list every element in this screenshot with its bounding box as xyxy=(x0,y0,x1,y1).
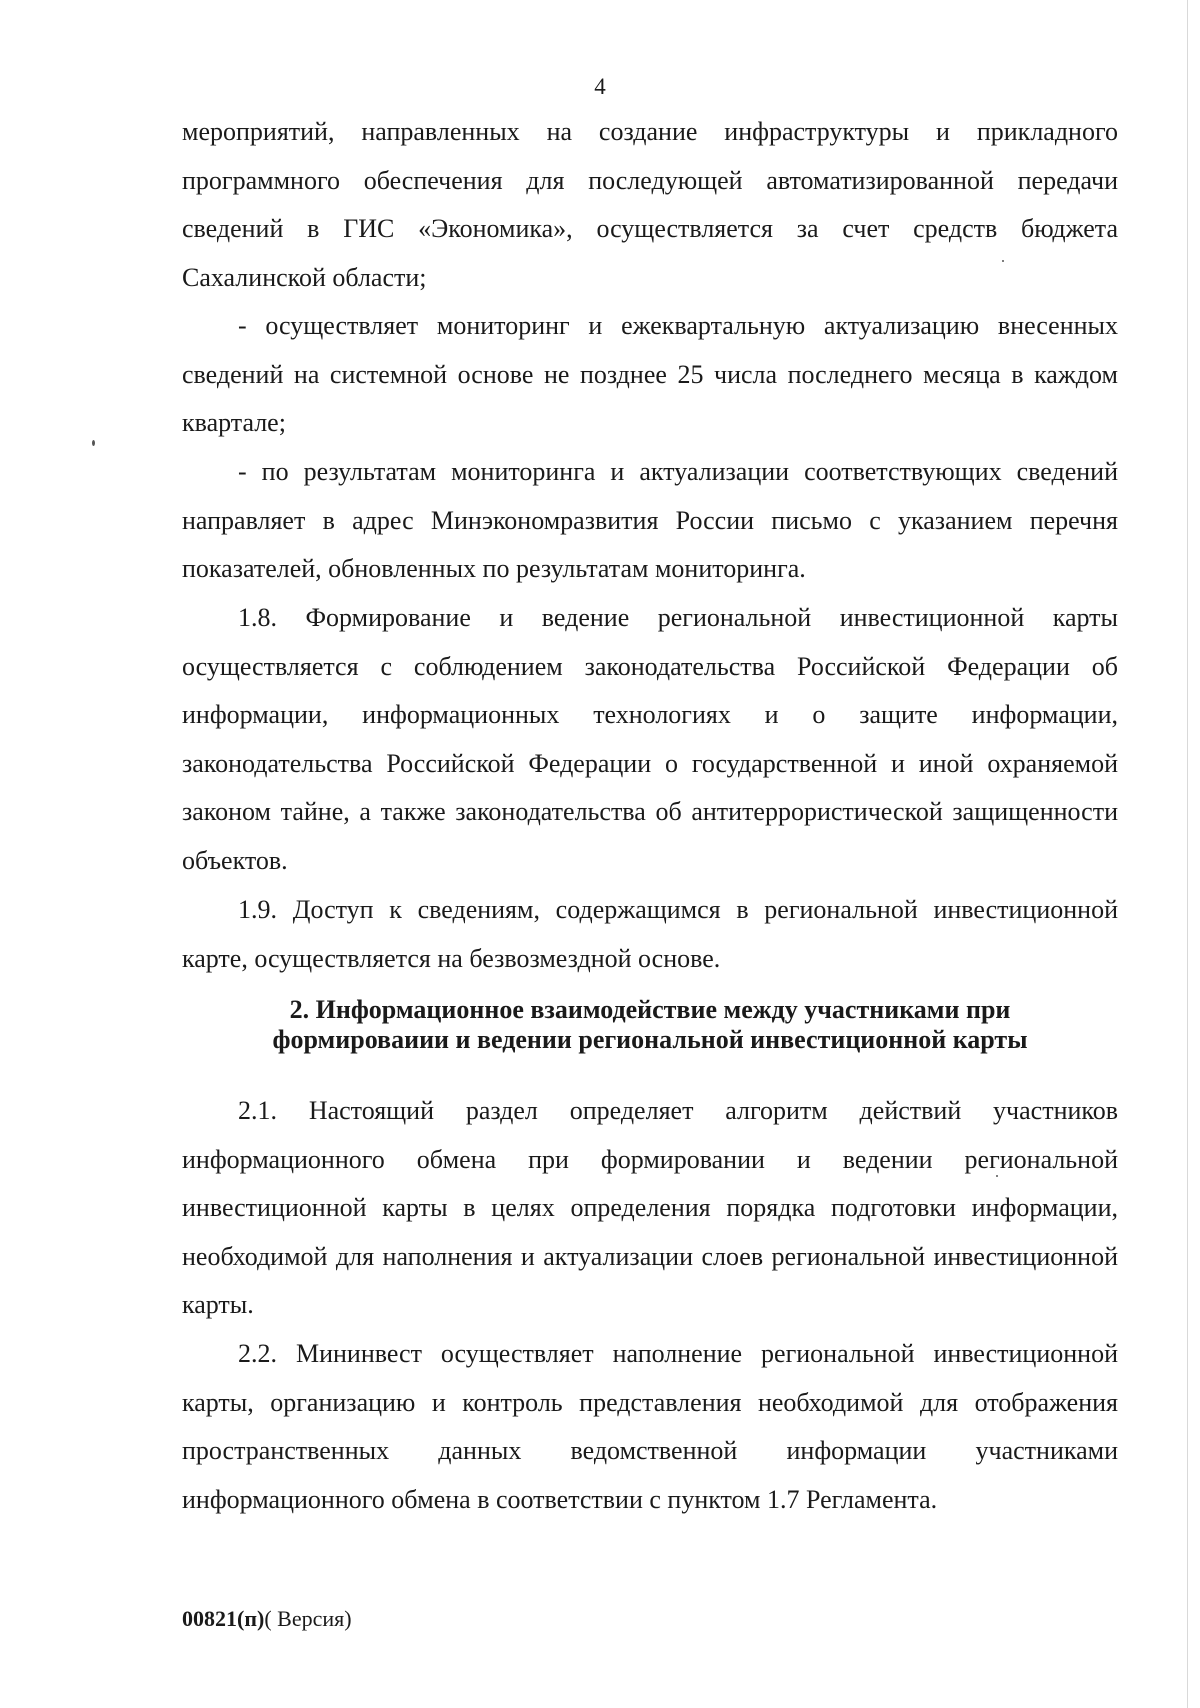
paragraph-results: - по результатам мониторинга и актуализации соответствующих сведений направляет в адрес Минэкономразвития России письмо с указанием перечня показателей, обновленных по результатам мониторинга. xyxy=(182,457,1118,583)
paragraph-monitoring: - осуществляет мониторинг и ежеквартальную актуализацию внесенных сведений на системной основе не позднее 25 числа последнего месяца в каждом квартале; xyxy=(182,311,1118,437)
scan-speck xyxy=(92,440,95,446)
paragraph-2-1: 2.1. Настоящий раздел определяет алгоритм действий участников информационного обмена при формировании и ведении региональной инвестиционной карты в целях определения порядка подготовки информации, необходимой для наполнения и актуализации слоев региональной инвестиционной карты. xyxy=(182,1096,1118,1319)
page-number: 4 xyxy=(594,74,606,99)
paragraph-1-9: 1.9. Доступ к сведениям, содержащимся в региональной инвестиционной карте, осуществляется на безвозмездной основе. xyxy=(182,895,1118,973)
section-heading-line1: 2. Информационное взаимодействие между участниками при xyxy=(289,995,1011,1024)
document-code: 00821(п) xyxy=(182,1606,265,1631)
footer-version xyxy=(182,1606,352,1632)
paragraph-2-2: 2.2. Мининвест осуществляет наполнение региональной инвестиционной карты, организацию и контроль представления необходимой для отображения пространственных данных ведомственной информации участниками информационного обмена в соответствии с пунктом 1.7 Регламента. xyxy=(182,1339,1118,1514)
paragraph-continuation: мероприятий, направленных на создание инфраструктуры и прикладного программного обеспечения для последующей автоматизированной передачи сведений в ГИС «Экономика», осуществляется за счет средств бюджета Сахалинской области; xyxy=(182,117,1118,292)
paragraph-1-8: 1.8. Формирование и ведение региональной инвестиционной карты осуществляется с соблюдением законодательства Российской Федерации об информации, информационных технологиях и о защите информации, законодательства Российской Федерации о государственной и иной охраняемой законом тайне, а также законодательства об антитеррористической защищенности объектов. xyxy=(182,603,1118,875)
document-version: ( Версия) xyxy=(264,1606,352,1631)
scan-speck xyxy=(1002,260,1004,262)
scan-edge-line xyxy=(1187,0,1188,1708)
section-heading xyxy=(182,995,1118,1055)
scan-speck xyxy=(996,1175,998,1177)
section-heading-line2: формироваиии и ведении региональной инвестиционной карты xyxy=(272,1025,1028,1054)
